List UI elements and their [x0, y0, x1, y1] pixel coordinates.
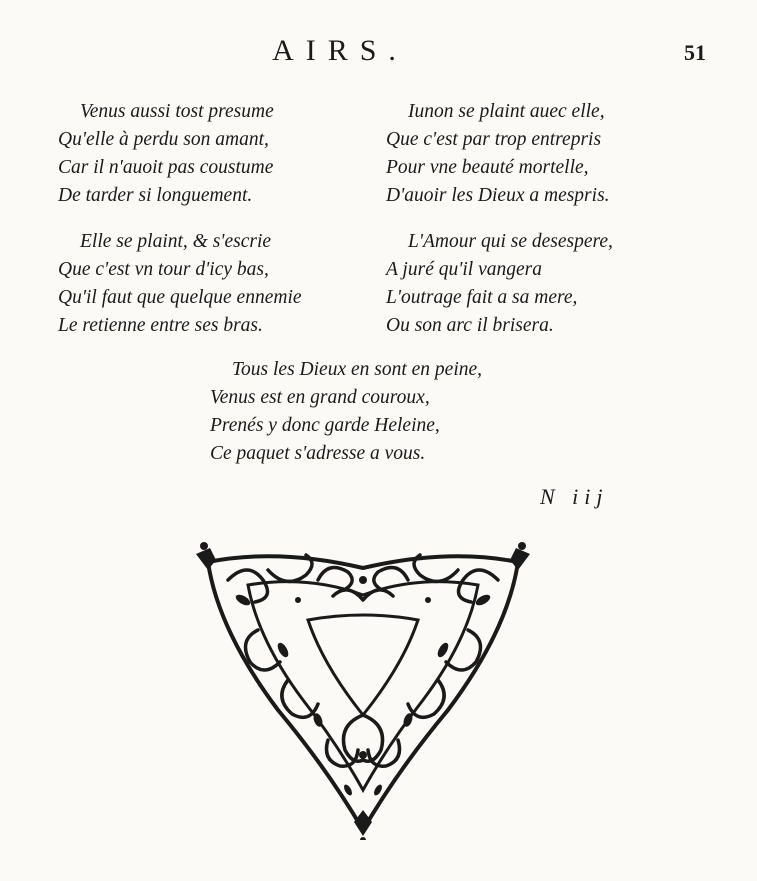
page-heading: AIRS. [272, 34, 408, 67]
verse-line: Tous les Dieux en sont en peine, [232, 359, 483, 380]
stanza-2 [386, 98, 610, 210]
verse-line: L'outrage fait a sa mere, [386, 287, 578, 308]
page-number: 51 [684, 40, 706, 65]
stanza-3 [58, 228, 302, 340]
stanza-4 [386, 228, 613, 340]
verse-line: D'auoir les Dieux a mespris. [386, 185, 610, 206]
verse-line: Venus aussi tost presume [80, 101, 274, 122]
verse-line: Iunon se plaint auec elle, [408, 101, 605, 122]
verse-line: Qu'elle à perdu son amant, [58, 129, 269, 150]
verse-line: L'Amour qui se desespere, [408, 231, 613, 252]
stanza-5 [210, 356, 482, 468]
verse-line: Ou son arc il brisera. [386, 315, 554, 336]
stanza-1 [58, 98, 274, 210]
verse-line: Le retienne entre ses bras. [58, 315, 263, 336]
verse-line: Qu'il faut que quelque ennemie [58, 287, 302, 308]
verse-line: A juré qu'il vangera [386, 259, 542, 280]
verse-line: Venus est en grand couroux, [210, 387, 430, 408]
signature-mark: N iij [540, 484, 609, 509]
verse-line: De tarder si longuement. [58, 185, 253, 206]
verse-line: Que c'est par trop entrepris [386, 129, 602, 150]
verse-line: Elle se plaint, & s'escrie [80, 231, 272, 252]
verse-line: Prenés y donc garde Heleine, [210, 415, 440, 436]
verse-line: Pour vne beauté mortelle, [386, 157, 589, 178]
verse-line: Que c'est vn tour d'icy bas, [58, 259, 269, 280]
verse-line: Ce paquet s'adresse a vous. [210, 443, 426, 464]
verse-line: Car il n'auoit pas coustume [58, 157, 274, 178]
triangular-floral-ornament-icon [188, 540, 538, 840]
